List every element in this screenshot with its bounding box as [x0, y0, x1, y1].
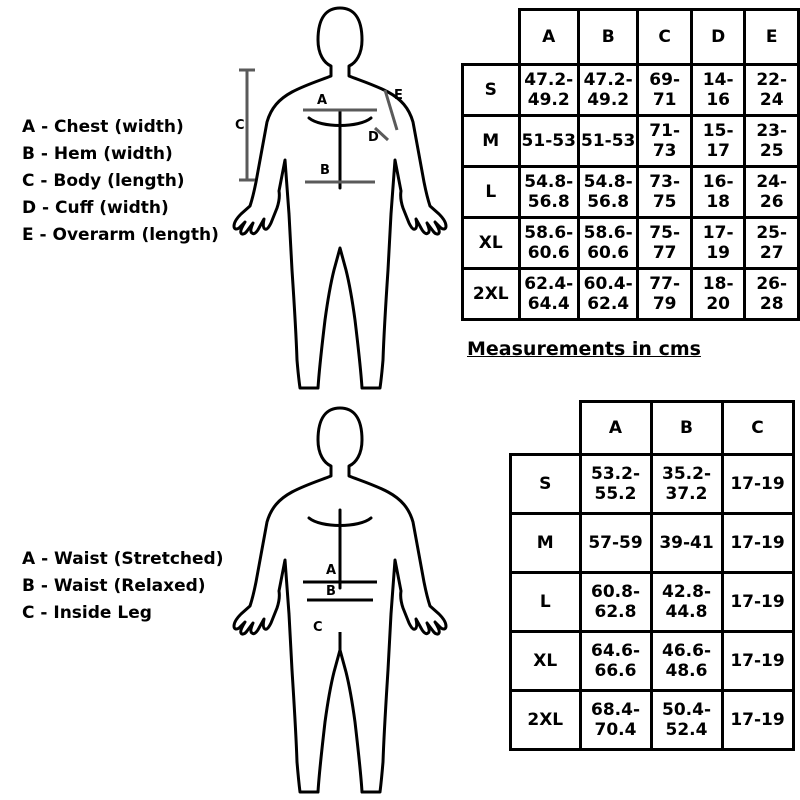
size-table-tops	[461, 8, 800, 321]
table-bottoms-2xl-b: 50.4- 52.4	[651, 691, 722, 750]
table-tops-l-d: 16-18	[691, 167, 745, 218]
table-bottoms-col-c: C	[722, 402, 793, 455]
table-row	[463, 269, 799, 320]
table-tops-col-a: A	[519, 10, 578, 65]
table-bottoms-l-b: 42.8- 44.8	[651, 573, 722, 632]
table-tops-s-b: 47.2- 49.2	[578, 65, 637, 116]
table-bottoms-l-a: 60.8- 62.8	[580, 573, 651, 632]
table-tops-xl-e: 25-27	[745, 218, 799, 269]
figure-upper-label-e: E	[394, 88, 403, 103]
table-tops-2xl-c: 77-79	[638, 269, 692, 320]
measurement-overlay-lower	[225, 400, 455, 795]
size-table-bottoms	[509, 400, 795, 751]
table-bottoms-2xl-a: 68.4- 70.4	[580, 691, 651, 750]
table-tops-size-xl: XL	[463, 218, 520, 269]
table-bottoms-m-a: 57-59	[580, 514, 651, 573]
legend-tops-line-b: B - Hem (width)	[22, 144, 173, 164]
table-tops-col-c: C	[638, 10, 692, 65]
table-tops-m-a: 51-53	[519, 116, 578, 167]
table-row	[511, 573, 794, 632]
figure-upper-label-c: C	[235, 118, 245, 133]
table-tops-2xl-e: 26-28	[745, 269, 799, 320]
table-tops-s-c: 69-71	[638, 65, 692, 116]
table-bottoms-2xl-c: 17-19	[722, 691, 793, 750]
table-tops-col-d: D	[691, 10, 745, 65]
table-bottoms-corner	[511, 402, 581, 455]
table-row	[463, 65, 799, 116]
table-row	[511, 691, 794, 750]
table-bottoms-xl-a: 64.6- 66.6	[580, 632, 651, 691]
table-bottoms-xl-c: 17-19	[722, 632, 793, 691]
measurements-unit-caption: Measurements in cms	[467, 338, 701, 360]
table-row	[511, 632, 794, 691]
table-bottoms-m-b: 39-41	[651, 514, 722, 573]
table-tops-header-row	[463, 10, 799, 65]
figure-lower-label-b: B	[326, 584, 336, 599]
table-tops-xl-d: 17-19	[691, 218, 745, 269]
table-tops-2xl-b: 60.4- 62.4	[578, 269, 637, 320]
table-bottoms-size-m: M	[511, 514, 581, 573]
table-bottoms-col-a: A	[580, 402, 651, 455]
figure-lower-label-a: A	[326, 563, 337, 578]
legend-bottoms-line-b: B - Waist (Relaxed)	[22, 576, 206, 596]
legend-bottoms	[22, 546, 224, 627]
figure-upper-label-a: A	[317, 93, 328, 108]
table-tops-s-e: 22-24	[745, 65, 799, 116]
table-row	[511, 514, 794, 573]
table-bottoms-col-b: B	[651, 402, 722, 455]
table-row	[511, 455, 794, 514]
table-tops-corner	[463, 10, 520, 65]
legend-tops	[22, 114, 219, 249]
table-tops-size-m: M	[463, 116, 520, 167]
table-tops-l-c: 73-75	[638, 167, 692, 218]
table-tops-xl-a: 58.6- 60.6	[519, 218, 578, 269]
table-tops-xl-c: 75-77	[638, 218, 692, 269]
figure-upper-label-d: D	[368, 130, 379, 145]
table-row	[463, 116, 799, 167]
table-tops-s-d: 14-16	[691, 65, 745, 116]
table-bottoms-header-row	[511, 402, 794, 455]
measurement-overlay-upper	[225, 0, 455, 390]
table-row	[463, 167, 799, 218]
table-bottoms-s-c: 17-19	[722, 455, 793, 514]
table-tops-2xl-a: 62.4- 64.4	[519, 269, 578, 320]
table-tops-size-2xl: 2XL	[463, 269, 520, 320]
table-tops-size-s: S	[463, 65, 520, 116]
table-bottoms-m-c: 17-19	[722, 514, 793, 573]
table-bottoms-s-a: 53.2- 55.2	[580, 455, 651, 514]
table-tops-col-e: E	[745, 10, 799, 65]
table-row	[463, 218, 799, 269]
table-bottoms-s-b: 35.2- 37.2	[651, 455, 722, 514]
table-tops-size-l: L	[463, 167, 520, 218]
table-bottoms-l-c: 17-19	[722, 573, 793, 632]
legend-tops-line-a: A - Chest (width)	[22, 117, 184, 137]
table-bottoms-size-s: S	[511, 455, 581, 514]
table-tops-xl-b: 58.6- 60.6	[578, 218, 637, 269]
table-bottoms-size-l: L	[511, 573, 581, 632]
table-bottoms-size-xl: XL	[511, 632, 581, 691]
table-tops-2xl-d: 18-20	[691, 269, 745, 320]
table-tops-m-c: 71-73	[638, 116, 692, 167]
legend-tops-line-e: E - Overarm (length)	[22, 225, 219, 245]
table-tops-l-b: 54.8- 56.8	[578, 167, 637, 218]
legend-tops-line-d: D - Cuff (width)	[22, 198, 169, 218]
table-bottoms-xl-b: 46.6- 48.6	[651, 632, 722, 691]
legend-bottoms-line-a: A - Waist (Stretched)	[22, 549, 224, 569]
table-tops-col-b: B	[578, 10, 637, 65]
table-tops-l-e: 24-26	[745, 167, 799, 218]
figure-upper-label-b: B	[320, 163, 330, 178]
legend-tops-line-c: C - Body (length)	[22, 171, 185, 191]
table-tops-m-d: 15-17	[691, 116, 745, 167]
table-tops-m-b: 51-53	[578, 116, 637, 167]
table-bottoms-size-2xl: 2XL	[511, 691, 581, 750]
table-tops-l-a: 54.8- 56.8	[519, 167, 578, 218]
table-tops-s-a: 47.2- 49.2	[519, 65, 578, 116]
legend-bottoms-line-c: C - Inside Leg	[22, 603, 152, 623]
figure-lower-label-c: C	[313, 620, 323, 635]
table-tops-m-e: 23-25	[745, 116, 799, 167]
